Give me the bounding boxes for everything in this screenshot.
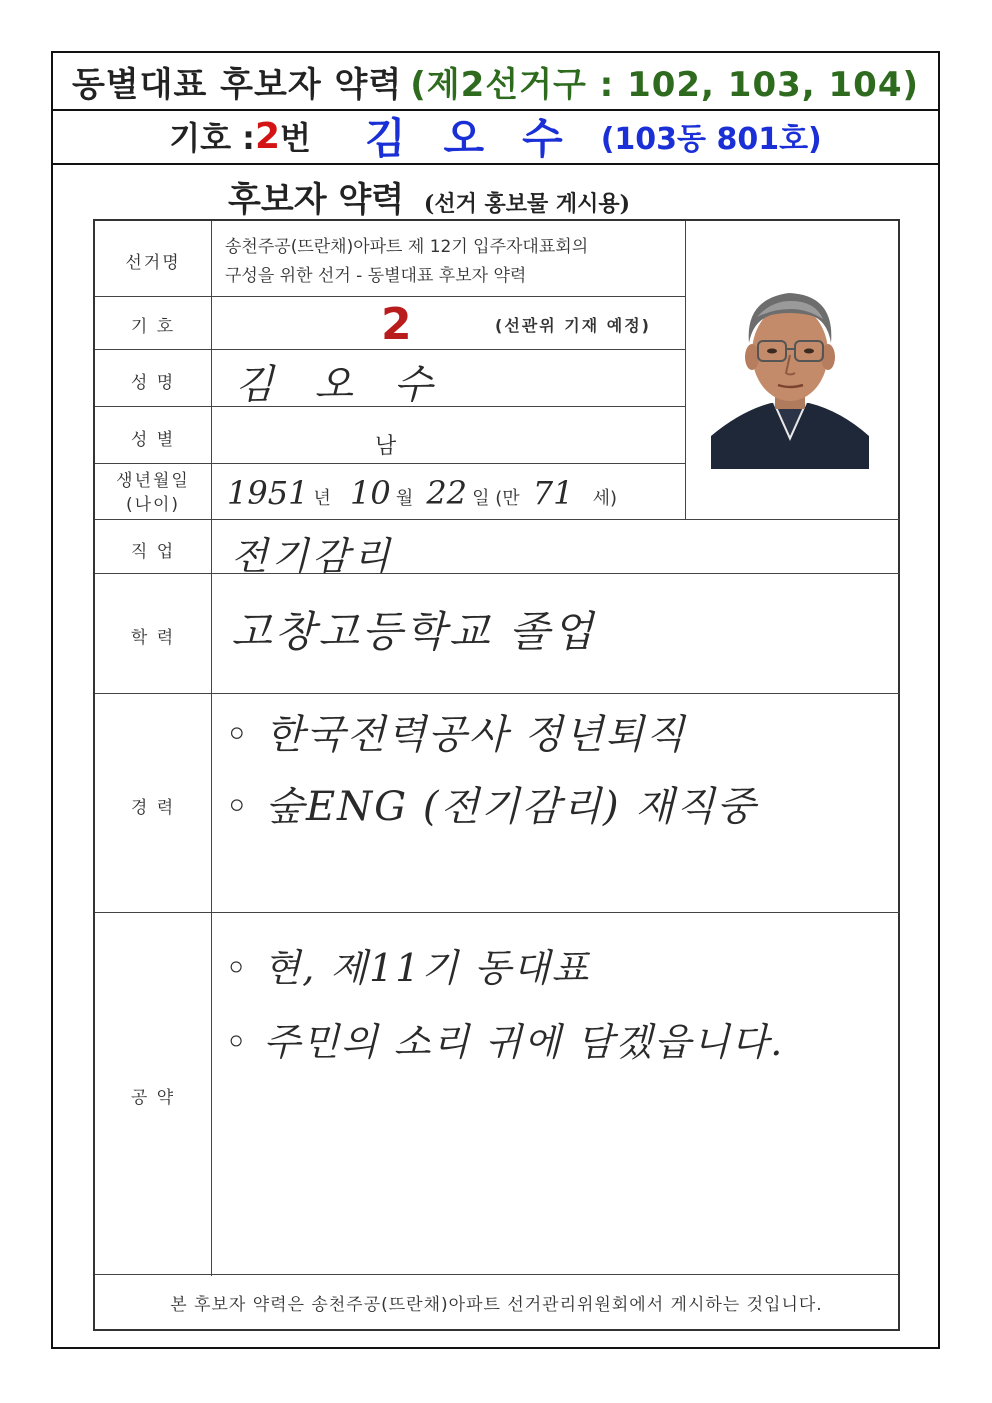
dob-day: 22 xyxy=(426,474,468,512)
header-title: 동별대표 후보자 약력 xyxy=(71,64,403,105)
number-label: 기호 : xyxy=(169,119,255,157)
candidate-number-row xyxy=(53,109,938,165)
pledge-line-2: ◦ 주민의 소리 귀에 담겠읍니다. xyxy=(225,1020,785,1064)
candidate-unit: (103동 801호) xyxy=(600,122,822,157)
election-line-1: 송천주공(뜨란채)아파트 제 12기 입주자대표회의 xyxy=(225,237,589,257)
career-label: 경 력 xyxy=(130,798,176,818)
dob-label-2: (나이) xyxy=(125,495,181,515)
row-divider xyxy=(95,573,900,574)
photo-column-divider xyxy=(685,221,686,519)
dob-label xyxy=(95,469,211,517)
career-line-2: ◦ 숲ENG (전기감리) 재직중 xyxy=(225,784,758,830)
dob-month: 10 xyxy=(350,474,391,512)
portrait-image xyxy=(711,271,869,469)
name-label: 성 명 xyxy=(130,373,176,393)
symbol-note: (선관위 기재 예정) xyxy=(495,316,651,335)
header-district: (제2선거구 : 102, 103, 104) xyxy=(410,64,920,105)
dob-month-unit: 월 xyxy=(395,488,414,509)
dob-day-unit: 일 (만 xyxy=(472,488,520,509)
symbol-value: 2 xyxy=(381,299,412,350)
dob-year-unit: 년 xyxy=(313,488,331,509)
row-divider xyxy=(95,519,900,520)
job-value: 전기감리 xyxy=(231,534,394,578)
form-title-text: 후보자 약력 xyxy=(228,180,405,220)
dob-year: 1951 xyxy=(227,474,309,512)
header-title-row xyxy=(53,53,938,111)
career-line-1: ◦ 한국전력공사 정년퇴직 xyxy=(225,712,687,758)
symbol-label: 기 호 xyxy=(130,317,176,337)
label-column-divider xyxy=(211,221,212,1276)
row-divider xyxy=(95,296,685,297)
row-divider xyxy=(95,463,685,464)
row-divider xyxy=(95,693,900,694)
candidate-name: 김오수 xyxy=(364,114,601,163)
number-suffix: 번 xyxy=(280,119,311,157)
pledge-line-1: ◦ 현, 제11기 동대표 xyxy=(225,946,591,990)
form-subtitle: (선거 홍보물 게시용) xyxy=(423,191,631,217)
dob-age: 71 xyxy=(532,474,574,512)
pledge-label: 공 약 xyxy=(130,1088,176,1108)
name-value: 김 오 수 xyxy=(235,362,447,408)
candidate-photo xyxy=(711,271,869,469)
edu-label: 학 력 xyxy=(130,628,176,648)
career-value xyxy=(225,699,757,843)
pledge-value xyxy=(225,931,784,1079)
row-divider xyxy=(95,912,900,913)
dob-age-unit: 세) xyxy=(592,488,617,509)
dob-label-1: 생년월일 xyxy=(116,471,190,491)
dob-value xyxy=(227,474,617,512)
gender-label: 성 별 xyxy=(130,430,176,450)
election-value xyxy=(225,233,588,291)
candidate-number: 2 xyxy=(254,115,281,157)
job-label: 직 업 xyxy=(130,542,176,562)
candidate-form xyxy=(93,219,900,1331)
form-footer: 본 후보자 약력은 송천주공(뜨란채)아파트 선거관리위원회에서 게시하는 것입니다. xyxy=(95,1274,898,1329)
form-title xyxy=(228,172,630,221)
edu-value: 고창고등학교 졸업 xyxy=(231,607,596,656)
gender-value: 남 xyxy=(375,434,397,459)
election-label: 선거명 xyxy=(125,253,181,273)
election-line-2: 구성을 위한 선거 - 동별대표 후보자 약력 xyxy=(225,266,527,286)
